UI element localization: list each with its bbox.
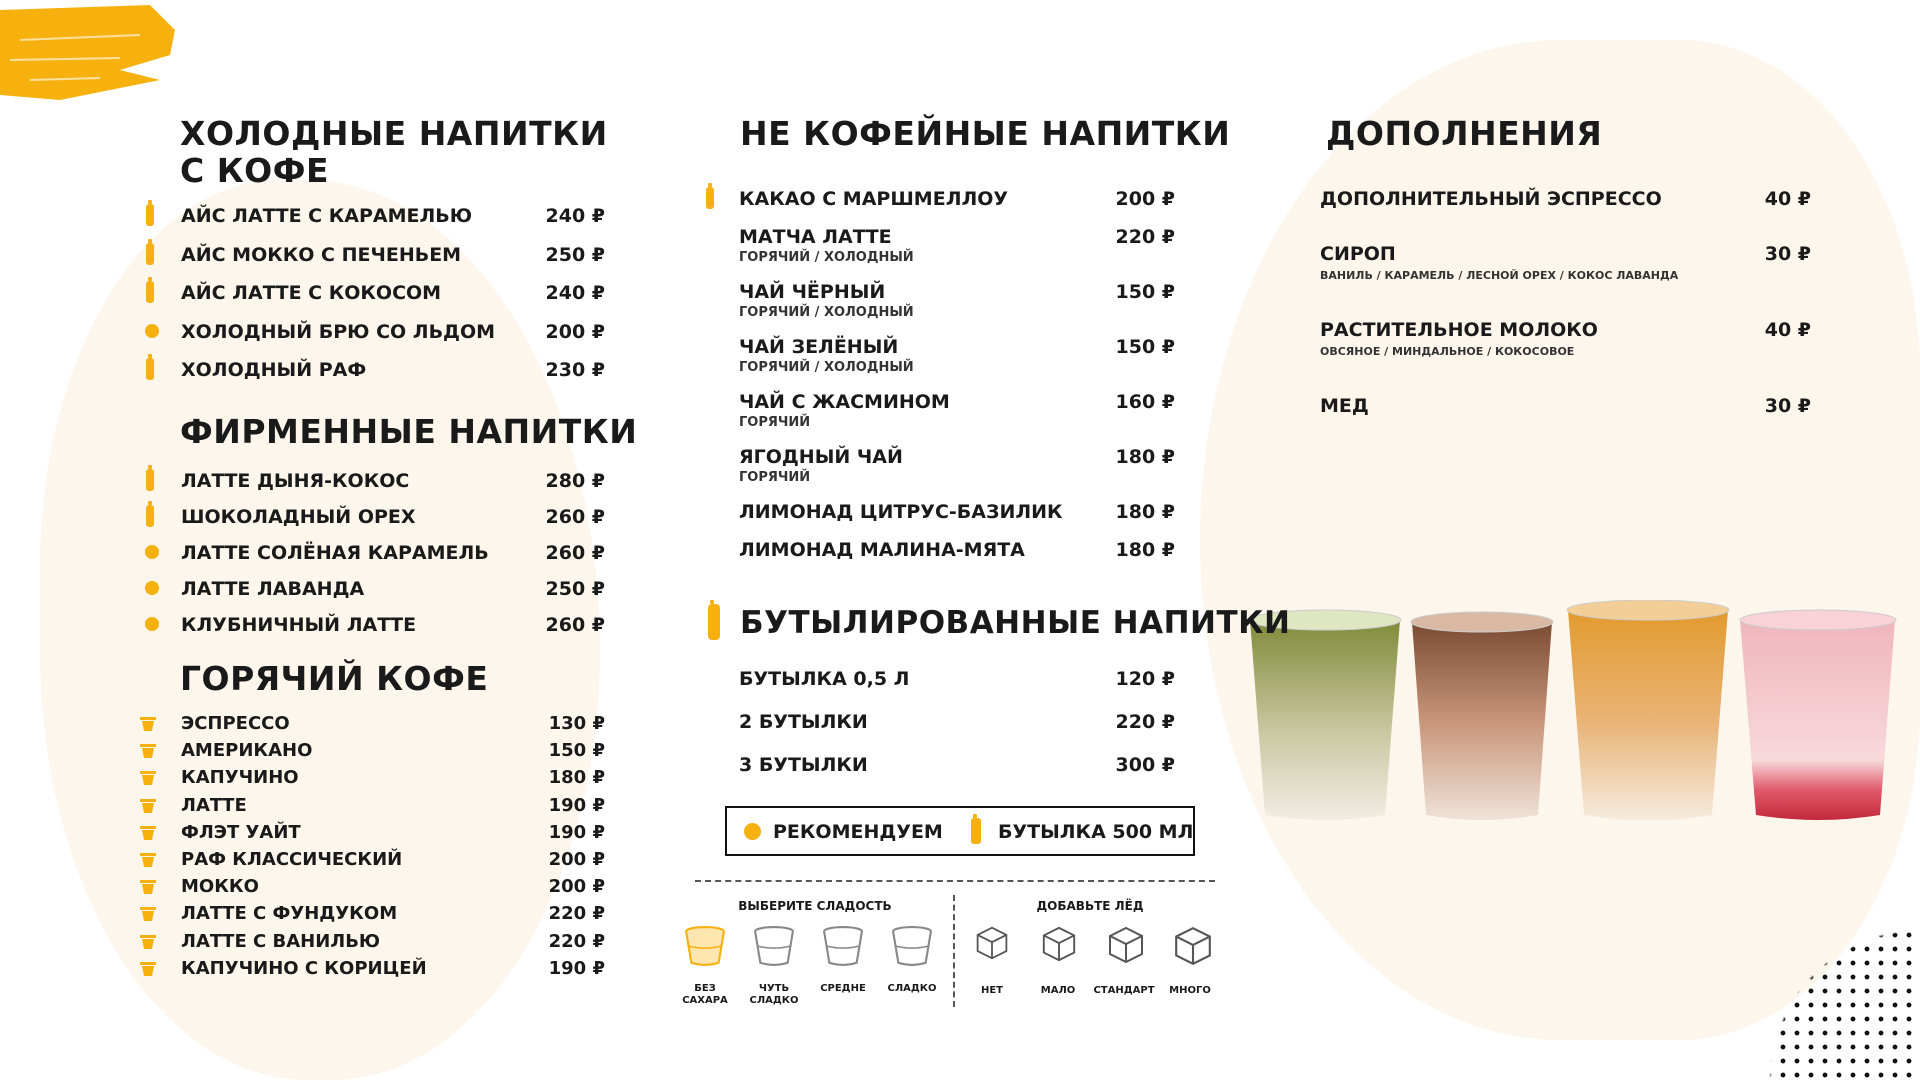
item-price: 250 ₽ [545, 243, 605, 266]
mocha-cup [1411, 612, 1553, 820]
sweetness-option-label[interactable]: СРЕДНЕ [820, 983, 866, 994]
item-price: 180 ₽ [548, 767, 605, 789]
item-price: 260 ₽ [545, 542, 605, 564]
item-name: АЙС ЛАТТЕ С КАРАМЕЛЬЮ [181, 205, 473, 227]
legend-recommend-label: РЕКОМЕНДУЕМ [773, 821, 943, 843]
item-price: 240 ₽ [545, 282, 605, 304]
section-addons [1326, 115, 1602, 152]
item-name: АЙС МОККО С ПЕЧЕНЬЕМ [181, 243, 462, 266]
bottle-icon [146, 204, 154, 226]
section-title: ДОПОЛНЕНИЯ [1326, 114, 1603, 153]
section-cold-coffee [180, 115, 608, 189]
legend-box [725, 806, 1195, 856]
item-price: 260 ₽ [545, 614, 605, 636]
section-title: ХОЛОДНЫЕ НАПИТКИ [180, 114, 608, 153]
section-title: С КОФЕ [180, 151, 330, 190]
item-name: РАФ КЛАССИЧЕСКИЙ [181, 849, 403, 870]
sweetness-cup-icon[interactable] [891, 925, 933, 967]
cup-icon [140, 743, 156, 759]
item-price: 40 ₽ [1764, 188, 1811, 210]
item-name: ЛАТТЕ [181, 794, 247, 816]
item-name: МАТЧА ЛАТТЕ [739, 226, 892, 248]
recommend-dot-icon [145, 324, 159, 338]
ice-option-label[interactable]: НЕТ [980, 985, 1004, 996]
section-bottled [740, 605, 1290, 642]
item-price: 220 ₽ [548, 903, 605, 925]
item-name: БУТЫЛКА 0,5 Л [739, 668, 910, 690]
item-price: 40 ₽ [1764, 319, 1811, 341]
sweetness-option-label[interactable]: БЕЗ САХАРА [682, 983, 728, 1006]
item-price: 220 ₽ [548, 930, 605, 952]
sweetness-option-label[interactable]: ЧУТЬ СЛАДКО [749, 983, 799, 1006]
hot-coffee-list [140, 713, 610, 983]
item-name: 3 БУТЫЛКИ [739, 754, 868, 776]
item-name: ЭСПРЕССО [181, 713, 290, 734]
cup-icon [140, 852, 156, 868]
item-price: 280 ₽ [545, 470, 605, 492]
section-title: БУТЫЛИРОВАННЫЕ НАПИТКИ [740, 605, 1291, 641]
bottle-icon [146, 243, 154, 265]
ice-cube-icon[interactable] [1040, 925, 1078, 963]
cup-icon [140, 770, 156, 786]
item-subtitle: ГОРЯЧИЙ [739, 470, 811, 485]
item-subtitle: ГОРЯЧИЙ [739, 415, 811, 430]
bottle-icon [146, 469, 154, 491]
item-price: 180 ₽ [1115, 539, 1175, 561]
item-price: 220 ₽ [1115, 226, 1175, 248]
bottle-icon [708, 604, 720, 640]
recommend-dot-icon [145, 545, 159, 559]
item-price: 300 ₽ [1115, 754, 1175, 776]
item-name: КАКАО С МАРШМЕЛЛОУ [739, 188, 1009, 210]
item-name: ХОЛОДНЫЙ РАФ [181, 359, 367, 381]
bottle-icon [146, 358, 154, 380]
item-name: ФЛЭТ УАЙТ [181, 821, 301, 843]
strawberry-cup [1740, 610, 1896, 820]
item-name: ШОКОЛАДНЫЙ ОРЕХ [181, 506, 416, 528]
item-price: 150 ₽ [1115, 281, 1175, 303]
item-name: ЛАТТЕ СОЛЁНАЯ КАРАМЕЛЬ [181, 542, 489, 564]
section-signature [180, 413, 637, 450]
item-name: АЙС ЛАТТЕ С КОКОСОМ [181, 282, 442, 304]
caramel-cup [1567, 600, 1729, 821]
item-name: ЛИМОНАД ЦИТРУС-БАЗИЛИК [739, 501, 1063, 523]
item-name: КАПУЧИНО С КОРИЦЕЙ [181, 957, 427, 979]
ice-title: ДОБАВЬТЕ ЛЁД [1036, 899, 1144, 913]
section-non-coffee [740, 115, 1230, 152]
item-name: КЛУБНИЧНЫЙ ЛАТТЕ [181, 614, 417, 636]
item-name: МЕД [1320, 395, 1369, 417]
item-price: 200 ₽ [545, 320, 605, 343]
item-name: МОККО [181, 876, 259, 898]
item-name: ЧАЙ ЧЁРНЫЙ [739, 281, 886, 303]
item-subtitle: ГОРЯЧИЙ / ХОЛОДНЫЙ [739, 250, 914, 265]
item-name: ХОЛОДНЫЙ БРЮ СО ЛЬДОМ [181, 320, 496, 343]
addons-list [1320, 188, 1820, 438]
sweetness-cup-icon[interactable] [753, 925, 795, 967]
item-name: РАСТИТЕЛЬНОЕ МОЛОКО [1320, 319, 1598, 341]
item-price: 160 ₽ [1115, 391, 1175, 413]
item-name: ЧАЙ С ЖАСМИНОМ [739, 391, 950, 413]
bottled-list [705, 668, 1195, 788]
legend-bottle-label: БУТЫЛКА 500 МЛ [998, 821, 1194, 843]
item-name: 2 БУТЫЛКИ [739, 711, 868, 733]
bottle-icon [146, 505, 154, 527]
cup-icon [140, 825, 156, 841]
cup-icon [140, 906, 156, 922]
ice-option-label[interactable]: МАЛО [1040, 985, 1076, 996]
item-price: 150 ₽ [548, 740, 605, 762]
section-title: НЕ КОФЕЙНЫЕ НАПИТКИ [740, 114, 1231, 153]
item-price: 200 ₽ [548, 876, 605, 898]
recommend-dot-icon [145, 617, 159, 631]
ice-cube-icon[interactable] [974, 925, 1010, 961]
cup-icon [140, 716, 156, 732]
ice-options [960, 925, 1230, 1015]
item-price: 260 ₽ [545, 506, 605, 528]
item-price: 200 ₽ [548, 849, 605, 870]
item-price: 150 ₽ [1115, 336, 1175, 358]
iced-drinks-illustration [1240, 600, 1905, 840]
bottle-icon [146, 281, 154, 303]
recommend-dot-icon [744, 823, 761, 840]
item-name: ЛАТТЕ ЛАВАНДА [181, 578, 365, 600]
item-price: 180 ₽ [1115, 446, 1175, 468]
item-subtitle: ОВСЯНОЕ / МИНДАЛЬНОЕ / КОКОСОВОЕ [1320, 345, 1575, 358]
ice-cube-icon[interactable] [1106, 925, 1146, 965]
ice-option-label[interactable]: СТАНДАРТ [1093, 985, 1155, 996]
sweetness-cup-icon[interactable] [822, 925, 864, 967]
section-title: ФИРМЕННЫЕ НАПИТКИ [180, 412, 638, 451]
signature-list [145, 470, 605, 640]
section-title: ГОРЯЧИЙ КОФЕ [180, 659, 489, 698]
item-price: 230 ₽ [545, 359, 605, 381]
dot-pattern-decoration [1720, 900, 1920, 1080]
dashed-divider [695, 880, 1215, 882]
item-price: 250 ₽ [545, 578, 605, 600]
item-name: КАПУЧИНО [181, 767, 299, 789]
sweetness-cup-icon[interactable] [684, 925, 726, 967]
item-price: 130 ₽ [548, 713, 605, 734]
recommend-dot-icon [145, 581, 159, 595]
cup-icon [140, 934, 156, 950]
item-subtitle: ГОРЯЧИЙ / ХОЛОДНЫЙ [739, 305, 914, 320]
item-name: ЯГОДНЫЙ ЧАЙ [739, 446, 903, 468]
cold-coffee-list [145, 205, 605, 395]
ice-cube-icon[interactable] [1172, 925, 1214, 967]
item-price: 30 ₽ [1764, 243, 1811, 265]
item-price: 30 ₽ [1764, 395, 1811, 417]
item-price: 240 ₽ [545, 205, 605, 227]
item-price: 190 ₽ [548, 794, 605, 816]
item-price: 220 ₽ [1115, 711, 1175, 733]
item-name: ЛАТТЕ С ВАНИЛЬЮ [181, 930, 381, 952]
item-name: АМЕРИКАНО [181, 740, 313, 762]
cup-icon [140, 879, 156, 895]
item-price: 200 ₽ [1115, 188, 1175, 210]
item-name: ЛАТТЕ С ФУНДУКОМ [181, 903, 398, 925]
item-name: СИРОП [1320, 243, 1396, 265]
item-name: ЧАЙ ЗЕЛЁНЫЙ [739, 336, 899, 358]
sweetness-options [670, 925, 950, 1015]
item-subtitle: ВАНИЛЬ / КАРАМЕЛЬ / ЛЕСНОЙ ОРЕХ / КОКОС ЛАВАНДА [1320, 269, 1679, 282]
item-price: 190 ₽ [548, 821, 605, 843]
bottle-icon [971, 818, 981, 844]
cup-icon [140, 961, 156, 977]
cup-icon [140, 798, 156, 814]
item-name: ДОПОЛНИТЕЛЬНЫЙ ЭСПРЕССО [1320, 188, 1662, 210]
item-subtitle: ГОРЯЧИЙ / ХОЛОДНЫЙ [739, 360, 914, 375]
item-price: 180 ₽ [1115, 501, 1175, 523]
item-price: 190 ₽ [548, 957, 605, 979]
sweetness-option-label[interactable]: СЛАДКО [887, 983, 937, 994]
non-coffee-list [705, 188, 1195, 578]
item-name: ЛИМОНАД МАЛИНА-МЯТА [739, 539, 1025, 561]
bottle-icon [706, 187, 714, 209]
section-hot-coffee [180, 660, 488, 697]
brush-stroke-decoration [0, 0, 185, 105]
ice-option-label[interactable]: МНОГО [1169, 985, 1211, 996]
sweetness-title: ВЫБЕРИТЕ СЛАДОСТЬ [738, 899, 892, 913]
item-name: ЛАТТЕ ДЫНЯ-КОКОС [181, 470, 410, 492]
item-price: 120 ₽ [1115, 668, 1175, 690]
